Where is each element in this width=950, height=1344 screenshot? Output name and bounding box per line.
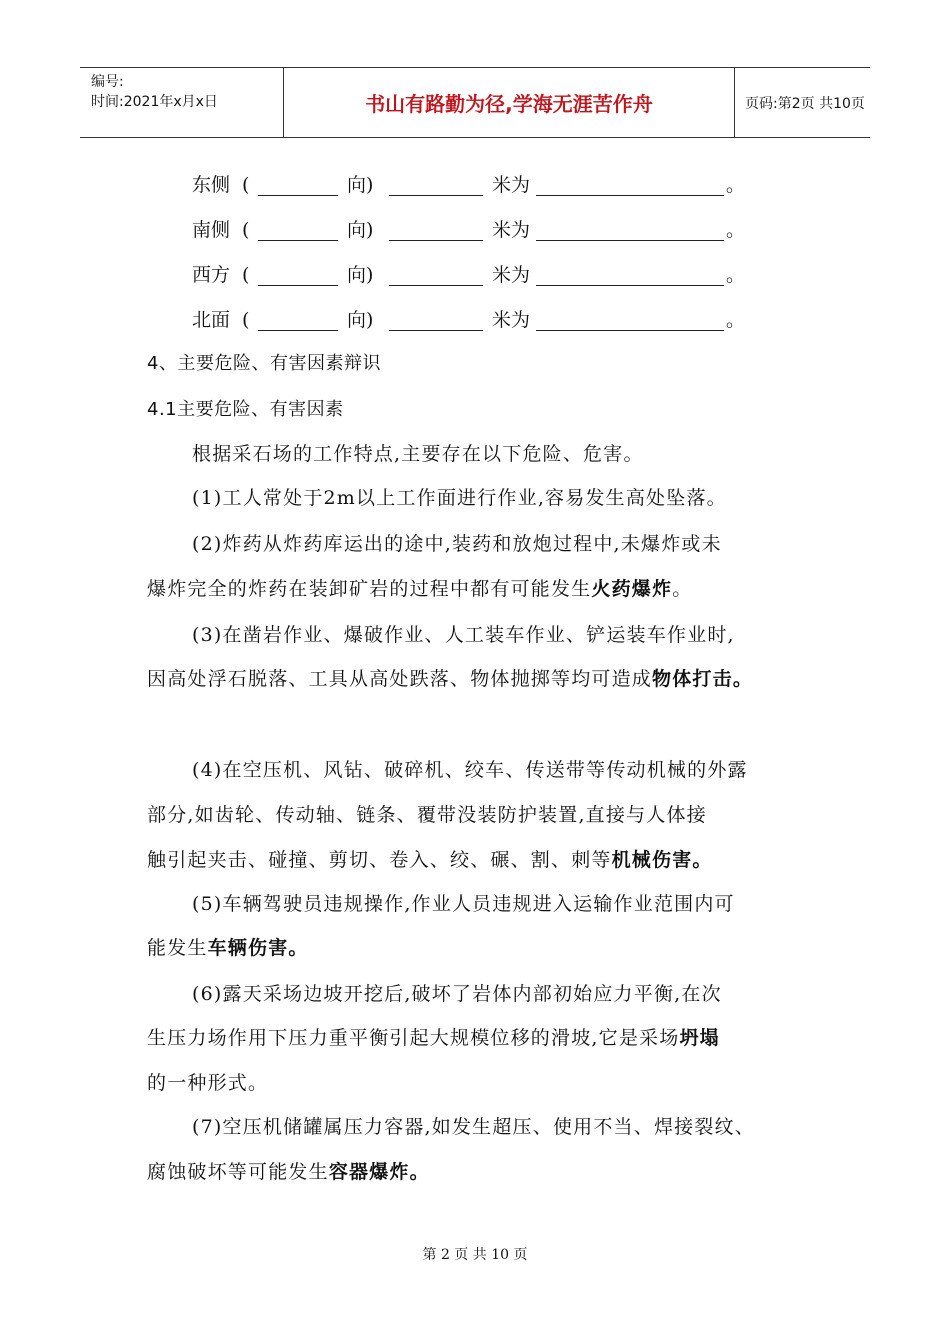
section-4-1-heading: 4.1主要危险、有害因素	[147, 399, 344, 420]
direction-word: 向)	[347, 219, 374, 241]
item-4-line-2: 部分,如齿轮、传动轴、链条、覆带没装防护装置,直接与人体接	[147, 804, 707, 826]
blank-direction	[258, 195, 338, 196]
number-label: 编号:	[91, 74, 124, 90]
item-3-hazard: 物体打击。	[652, 668, 754, 690]
period: 。	[726, 219, 746, 241]
item-2-end: 。	[672, 578, 693, 600]
item-5-hazard: 车辆伤害。	[207, 937, 309, 959]
direction-side: 西方	[192, 264, 231, 286]
direction-side: 东侧	[192, 174, 231, 196]
blank-distance	[389, 285, 483, 286]
item-3-line-1: (3)在凿岩作业、爆破作业、人工装车作业、铲运装车作业时,	[192, 624, 735, 646]
time-label: 时间:2021年x月x日	[91, 94, 218, 110]
item-1: (1)工人常处于2m以上工作面进行作业,容易发生高处坠落。	[192, 487, 727, 509]
header-motto-cell	[283, 68, 735, 137]
item-7-hazard: 容器爆炸。	[328, 1161, 430, 1183]
item-6-line-3: 的一种形式。	[147, 1072, 269, 1094]
blank-description	[536, 195, 724, 196]
direction-side: 南侧	[192, 219, 231, 241]
blank-distance	[389, 240, 483, 241]
direction-word: 向)	[347, 264, 374, 286]
page-footer: 第 2 页 共 10 页	[422, 1247, 528, 1263]
blank-distance	[389, 330, 483, 331]
paren-open: (	[242, 309, 250, 331]
item-4-text: 触引起夹击、碰撞、剪切、卷入、绞、碾、割、刺等	[147, 849, 612, 871]
blank-distance	[389, 195, 483, 196]
item-6-line-2	[147, 1025, 720, 1051]
item-4-line-1: (4)在空压机、风钻、破碎机、绞车、传送带等传动机械的外露	[192, 759, 748, 781]
unit-word: 米为	[492, 174, 531, 196]
intro-paragraph: 根据采石场的工作特点,主要存在以下危险、危害。	[192, 443, 644, 465]
item-6-hazard: 坍塌	[679, 1027, 720, 1049]
item-2-line-2	[147, 576, 692, 602]
item-6-line-1: (6)露天采场边坡开挖后,破坏了岩体内部初始应力平衡,在次	[192, 983, 722, 1005]
item-5-line-2	[147, 935, 309, 961]
paren-open: (	[242, 219, 250, 241]
header-meta	[80, 68, 283, 137]
item-2-text: 爆炸完全的炸药在装卸矿岩的过程中都有可能发生	[147, 578, 592, 600]
item-7-text: 腐蚀破坏等可能发生	[147, 1161, 329, 1183]
item-7-line-1: (7)空压机储罐属压力容器,如发生超压、使用不当、焊接裂纹、	[192, 1116, 755, 1138]
period: 。	[726, 174, 746, 196]
direction-word: 向)	[347, 309, 374, 331]
header-table	[80, 67, 870, 138]
paren-open: (	[242, 264, 250, 286]
item-3-line-2	[147, 666, 753, 692]
period: 。	[726, 309, 746, 331]
section-4-heading: 4、主要危险、有害因素辩识	[147, 353, 381, 374]
unit-word: 米为	[492, 309, 531, 331]
item-7-line-2	[147, 1159, 430, 1185]
item-4-line-3	[147, 847, 713, 873]
paren-open: (	[242, 174, 250, 196]
item-4-hazard: 机械伤害。	[611, 849, 713, 871]
item-3-text: 因高处浮石脱落、工具从高处跌落、物体抛掷等均可造成	[147, 668, 653, 690]
period: 。	[726, 264, 746, 286]
blank-direction	[258, 240, 338, 241]
motto: 书山有路勤为径,学海无涯苦作舟	[365, 92, 653, 116]
blank-description	[536, 240, 724, 241]
blank-direction	[258, 330, 338, 331]
item-5-text: 能发生	[147, 937, 208, 959]
item-5-line-1: (5)车辆驾驶员违规操作,作业人员违规进入运输作业范围内可	[192, 893, 735, 915]
blank-direction	[258, 285, 338, 286]
direction-word: 向)	[347, 174, 374, 196]
page-info: 页码:第2页 共10页	[745, 95, 865, 112]
item-2-hazard: 火药爆炸	[591, 578, 673, 600]
item-2-line-1: (2)炸药从炸药库运出的途中,装药和放炮过程中,未爆炸或未	[192, 533, 722, 555]
blank-description	[536, 330, 724, 331]
unit-word: 米为	[492, 219, 531, 241]
direction-side: 北面	[192, 309, 231, 331]
blank-description	[536, 285, 724, 286]
item-6-text: 生压力场作用下压力重平衡引起大规模位移的滑坡,它是采场	[147, 1027, 680, 1049]
unit-word: 米为	[492, 264, 531, 286]
